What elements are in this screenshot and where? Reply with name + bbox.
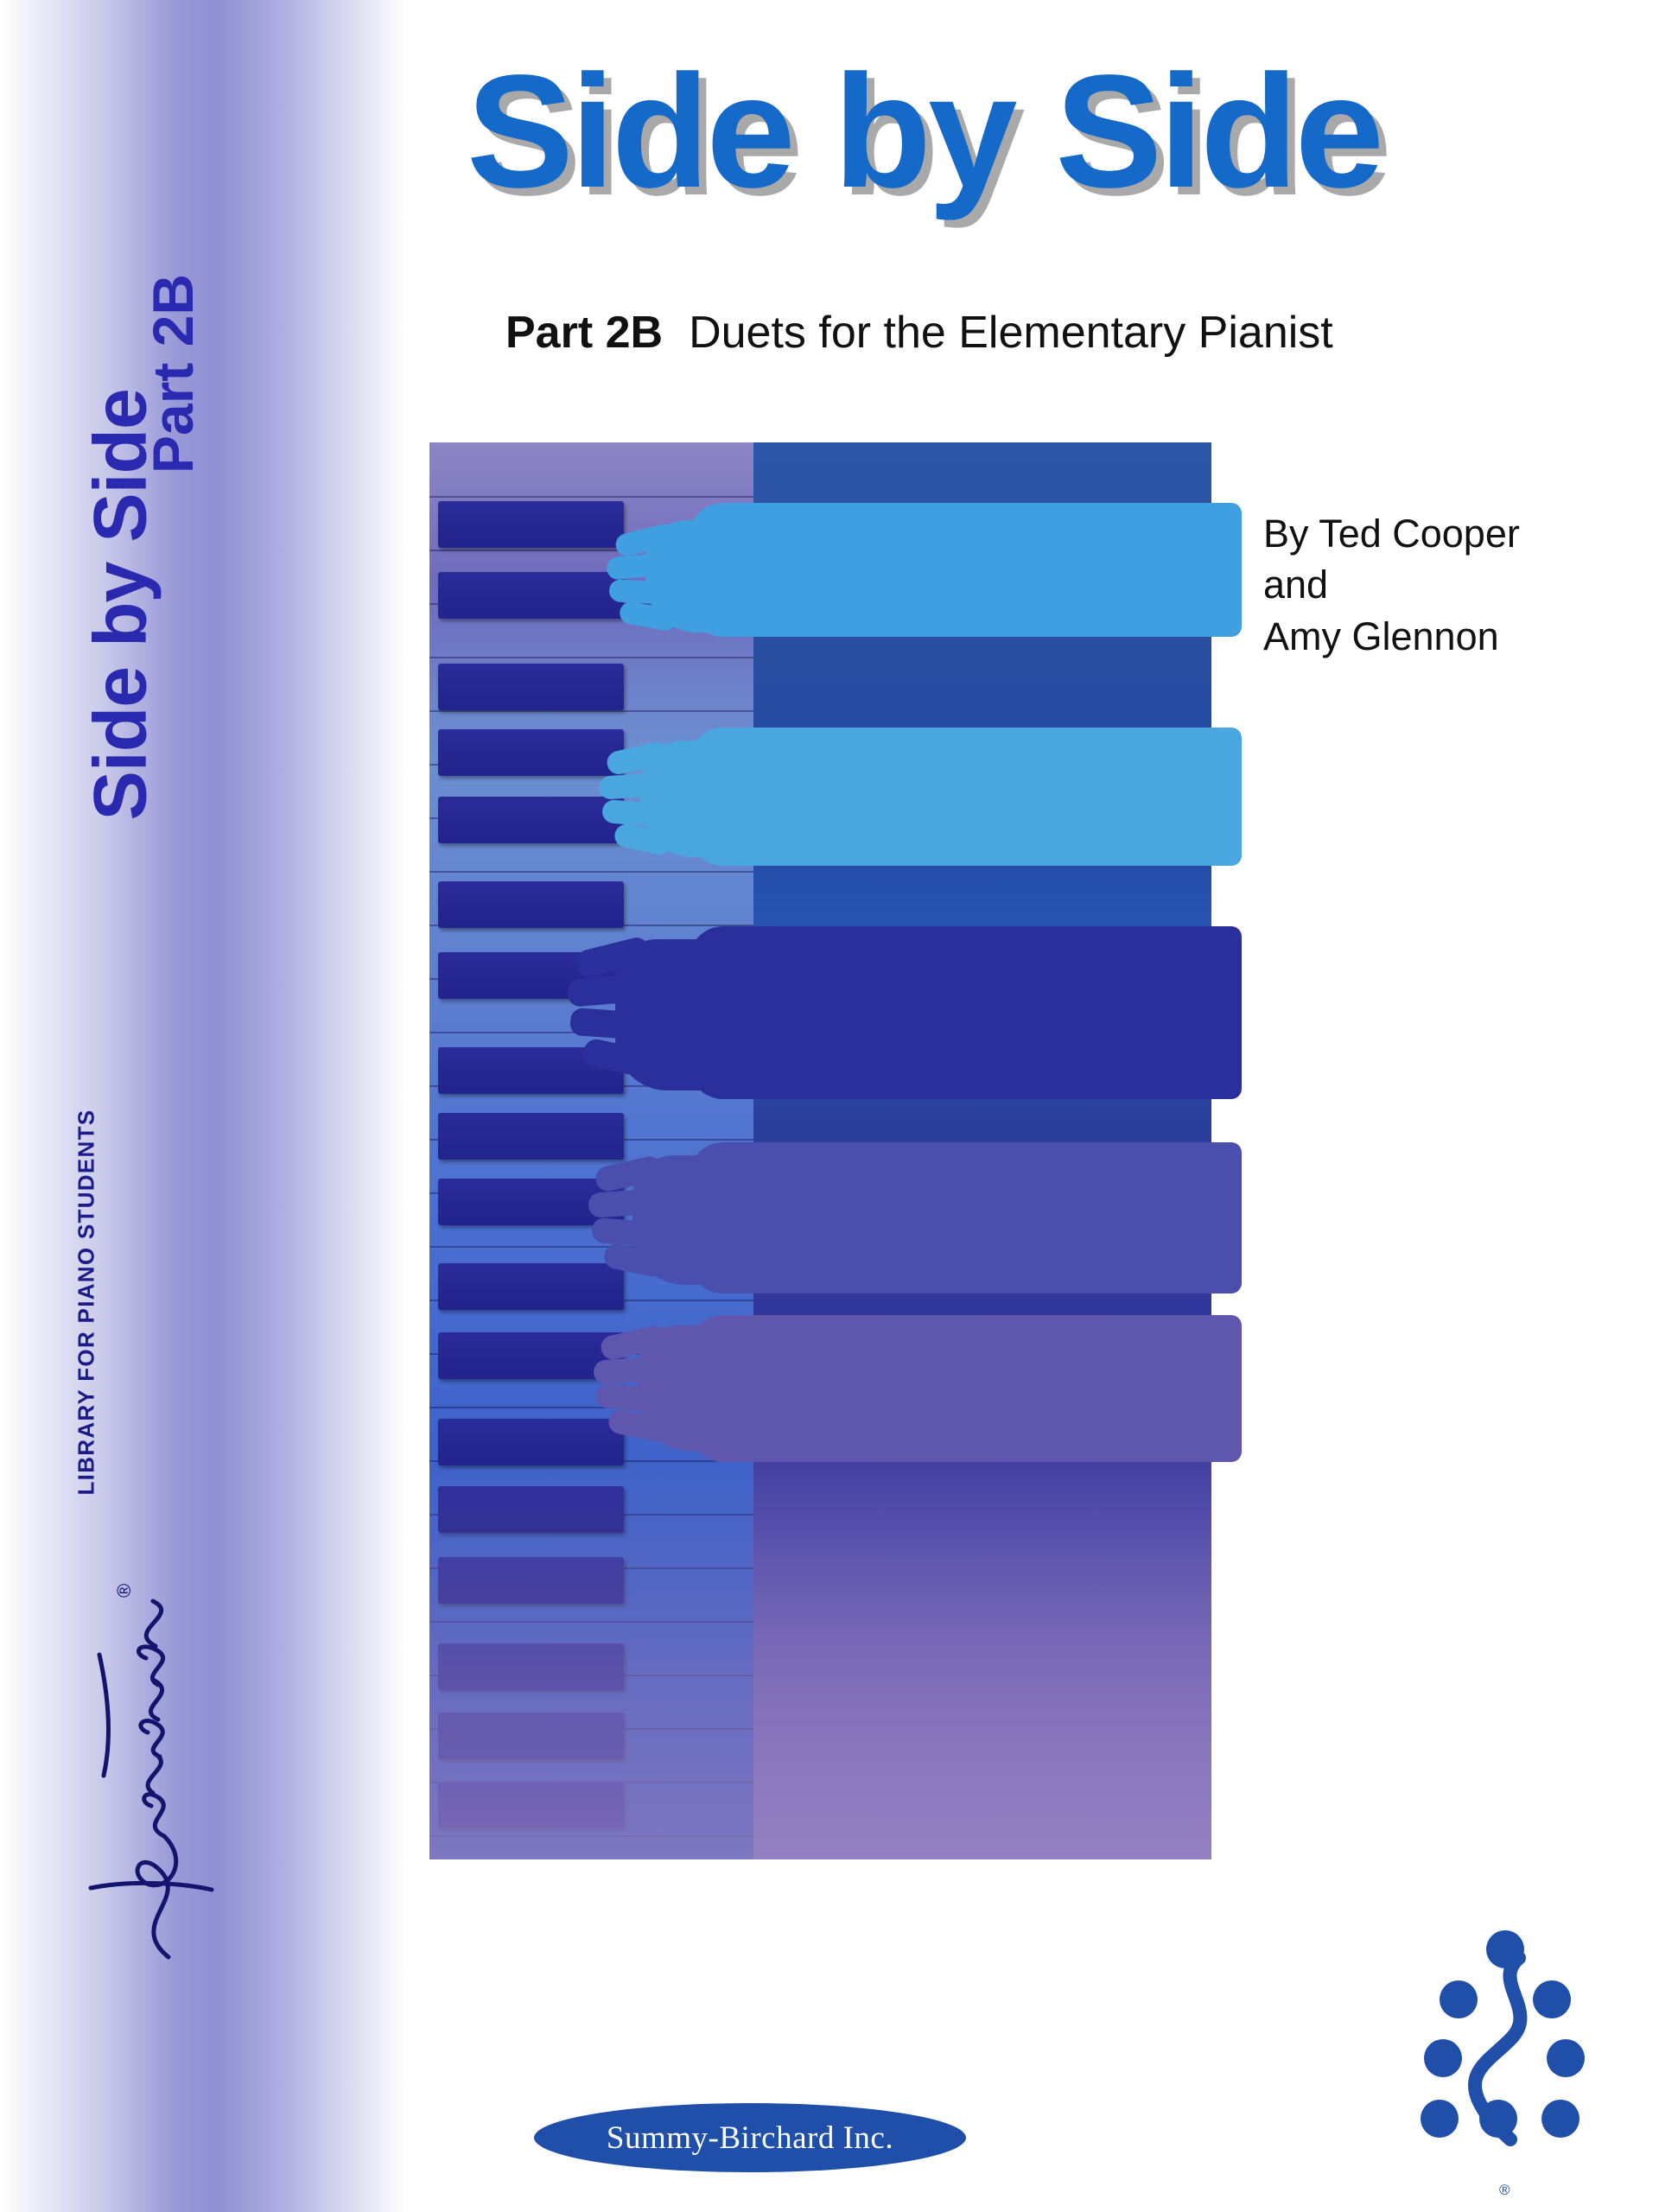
- white-key: [429, 871, 753, 873]
- subtitle-block: [505, 307, 1629, 359]
- finger: [598, 772, 669, 800]
- registered-trademark: ®: [1499, 2182, 1510, 2198]
- black-key: [438, 1113, 624, 1160]
- spine-series-label: LIBRARY FOR PIANO STUDENTS: [73, 1109, 99, 1496]
- black-key: [438, 501, 624, 548]
- publisher-name: Summy-Birchard Inc.: [606, 2120, 894, 2156]
- author-line-1: By Ted Cooper: [1263, 512, 1520, 556]
- summy-birchard-logo: [1408, 1927, 1599, 2186]
- black-key: [438, 797, 624, 843]
- black-key: [438, 729, 624, 776]
- cover-artwork: [429, 442, 1211, 1859]
- black-key: [438, 572, 624, 619]
- black-key: [438, 664, 624, 710]
- finger: [588, 1188, 663, 1218]
- spine-part-label: Part 2B: [141, 273, 205, 474]
- publisher-badge: [534, 2103, 966, 2172]
- finger: [569, 1007, 649, 1040]
- spine-title: Side by Side: [79, 389, 162, 821]
- author-line-3: Amy Glennon: [1263, 613, 1499, 658]
- black-key: [438, 1263, 624, 1310]
- white-key: [429, 657, 753, 658]
- black-key: [438, 1419, 624, 1465]
- subtitle: Duets for the Elementary Pianist: [689, 308, 1333, 358]
- white-key: [429, 496, 753, 498]
- finger: [593, 1356, 667, 1385]
- book-spine: [0, 0, 432, 2212]
- part-label: Part 2B: [505, 308, 664, 358]
- author-credits: [1263, 508, 1520, 662]
- artwork-bottom-wash: [429, 1462, 1211, 1859]
- title-block: [467, 42, 1616, 242]
- frances-clark-signature: [52, 1583, 251, 1996]
- white-key: [429, 710, 753, 712]
- page-title: Side by Side: [467, 42, 1382, 221]
- finger: [608, 579, 674, 605]
- svg-text:®: ®: [113, 1583, 135, 1598]
- black-key: [438, 881, 624, 928]
- author-line-2: and: [1263, 563, 1329, 607]
